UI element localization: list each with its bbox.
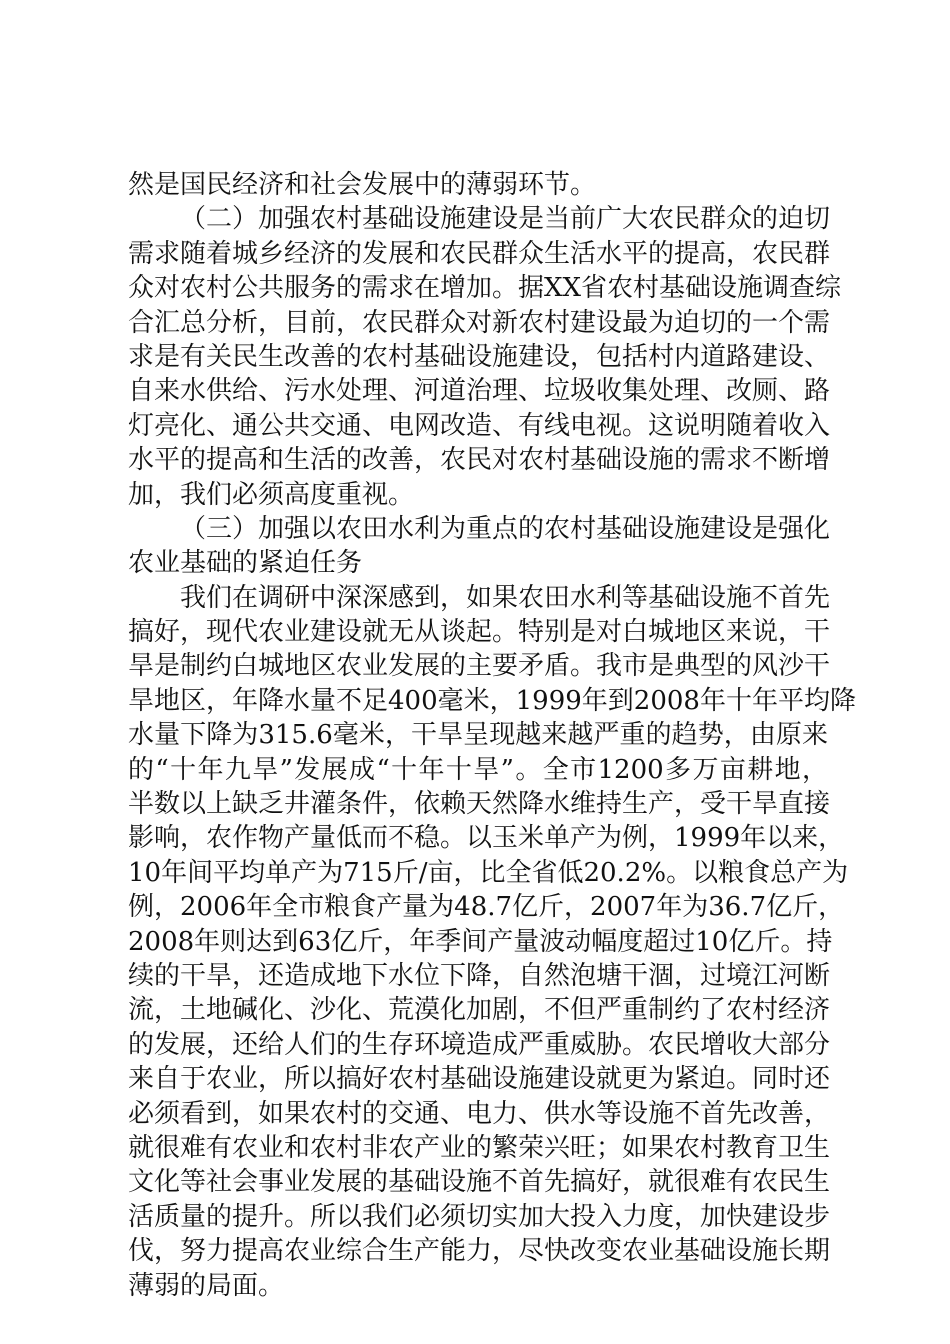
text-line: 灯亮化、通公共交通、电网改造、有线电视。这说明随着收入 (128, 410, 831, 441)
text-line: 半数以上缺乏井灌条件，依赖天然降水维持生产，受干旱直接 (128, 789, 831, 820)
text-line: 10年间平均单产为715斤/亩，比全省低20.2%。以粮食总产为 (128, 857, 849, 888)
text-line: 众对农村公共服务的需求在增加。据XX省农村基础设施调查综 (128, 273, 842, 304)
section-heading-3: （三）加强以农田水利为重点的农村基础设施建设是强化 (180, 513, 831, 544)
text-line: 的发展，还给人们的生存环境造成严重威胁。农民增收大部分 (128, 1029, 831, 1060)
text-line: 需求随着城乡经济的发展和农民群众生活水平的提高，农民群 (128, 238, 831, 269)
text-line: 的“十年九旱”发展成“十年十旱”。全市1200多万亩耕地， (128, 754, 828, 785)
text-line: 自来水供给、污水处理、河道治理、垃圾收集处理、改厕、路 (128, 376, 831, 407)
text-line: 文化等社会事业发展的基础设施不首先搞好，就很难有农民生 (128, 1167, 831, 1198)
text-line: 然是国民经济和社会发展中的薄弱环节。 (128, 170, 597, 200)
text-line: 水量下降为315.6毫米，干旱呈现越来越严重的趋势，由原来 (128, 720, 828, 751)
text-line: 必须看到，如果农村的交通、电力、供水等设施不首先改善， (128, 1098, 831, 1129)
text-line: 求是有关民生改善的农村基础设施建设，包括村内道路建设、 (128, 341, 831, 372)
text-line: 加，我们必须高度重视。 (128, 479, 415, 510)
text-line: 例，2006年全市粮食产量为48.7亿斤，2007年为36.7亿斤， (128, 892, 845, 923)
text-line: 续的干旱，还造成地下水位下降，自然泡塘干涸，过境江河断 (128, 960, 831, 991)
text-line: 搞好，现代农业建设就无从谈起。特别是对白城地区来说，干 (128, 617, 831, 648)
document-page (128, 168, 856, 1303)
text-line: 旱是制约白城地区农业发展的主要矛盾。我市是典型的风沙干 (128, 651, 831, 682)
section-heading-2: （二）加强农村基础设施建设是当前广大农民群众的迫切 (180, 204, 831, 235)
text-line: 农业基础的紧迫任务 (128, 548, 363, 579)
text-line: 来自于农业，所以搞好农村基础设施建设就更为紧迫。同时还 (128, 1064, 831, 1095)
text-line: 水平的提高和生活的改善，农民对农村基础设施的需求不断增 (128, 445, 831, 476)
text-line: 流，土地碱化、沙化、荒漠化加剧，不但严重制约了农村经济 (128, 995, 831, 1026)
text-line: 伐，努力提高农业综合生产能力，尽快改变农业基础设施长期 (128, 1236, 831, 1267)
text-line: 薄弱的局面。 (128, 1270, 285, 1301)
text-line: 合汇总分析，目前，农民群众对新农村建设最为迫切的一个需 (128, 307, 831, 338)
text-line: 就很难有农业和农村非农产业的繁荣兴旺；如果农村教育卫生 (128, 1132, 831, 1163)
text-line: 活质量的提升。所以我们必须切实加大投入力度，加快建设步 (128, 1201, 831, 1232)
text-line: 旱地区，年降水量不足400毫米，1999年到2008年十年平均降 (128, 685, 856, 716)
text-line: 影响，农作物产量低而不稳。以玉米单产为例，1999年以来， (128, 823, 845, 854)
paragraph-start: 我们在调研中深深感到，如果农田水利等基础设施不首先 (180, 582, 831, 613)
text-line: 2008年则达到63亿斤，年季间产量波动幅度超过10亿斤。持 (128, 926, 833, 957)
